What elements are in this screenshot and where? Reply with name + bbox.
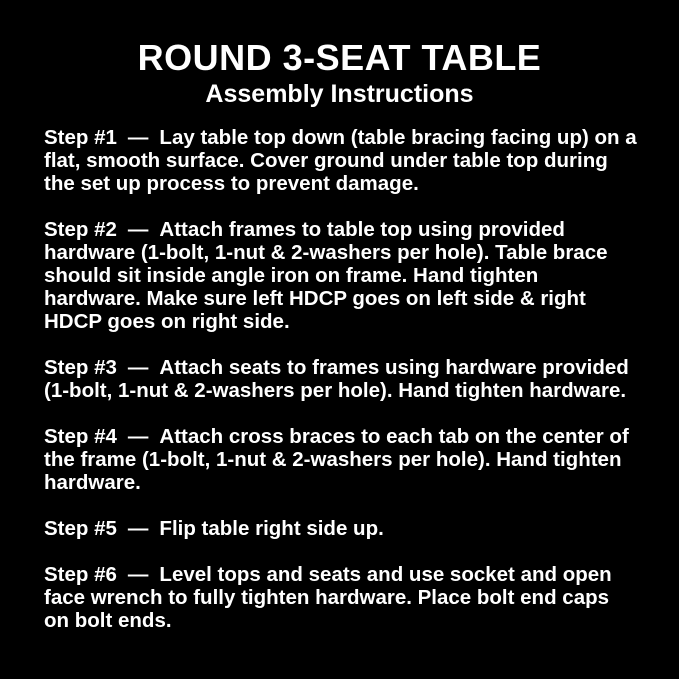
- em-dash: —: [127, 218, 149, 241]
- em-dash: —: [127, 563, 149, 586]
- step-text: Attach seats to frames using hardware provided (1-bolt, 1-nut & 2-washers per hole). Hand tighten hardware.: [44, 356, 629, 402]
- steps-list: [44, 126, 639, 655]
- step-label: Step #1: [44, 126, 117, 149]
- step-text: Level tops and seats and use socket and open face wrench to fully tighten hardware. Place bolt end caps on bolt ends.: [44, 563, 612, 632]
- step-paragraph: [44, 517, 639, 540]
- step-paragraph: [44, 563, 639, 632]
- step-label: Step #3: [44, 356, 117, 379]
- step-paragraph: [44, 356, 639, 402]
- step-label: Step #6: [44, 563, 117, 586]
- step-paragraph: [44, 425, 639, 494]
- step-label: Step #4: [44, 425, 117, 448]
- step-label: Step #2: [44, 218, 117, 241]
- step-text: Lay table top down (table bracing facing up) on a flat, smooth surface. Cover ground under table top during the set up process to prevent damage.: [44, 126, 637, 195]
- page-subtitle: Assembly Instructions: [205, 80, 474, 108]
- step-paragraph: [44, 126, 639, 195]
- page-title: ROUND 3-SEAT TABLE: [137, 37, 542, 78]
- em-dash: —: [127, 356, 149, 379]
- step-text: Attach cross braces to each tab on the center of the frame (1-bolt, 1-nut & 2-washers per hole). Hand tighten hardware.: [44, 425, 629, 494]
- step-paragraph: [44, 218, 639, 333]
- em-dash: —: [127, 425, 149, 448]
- header: [0, 38, 679, 108]
- step-label: Step #5: [44, 517, 117, 540]
- step-text: Attach frames to table top using provided hardware (1-bolt, 1-nut & 2-washers per hole). Table brace should sit inside angle iron on frame. Hand tighten hardware. Make sure left HDCP goes on left side & right HDCP goes on right side.: [44, 218, 608, 333]
- step-text: Flip table right side up.: [159, 517, 384, 540]
- em-dash: —: [127, 517, 149, 540]
- em-dash: —: [127, 126, 149, 149]
